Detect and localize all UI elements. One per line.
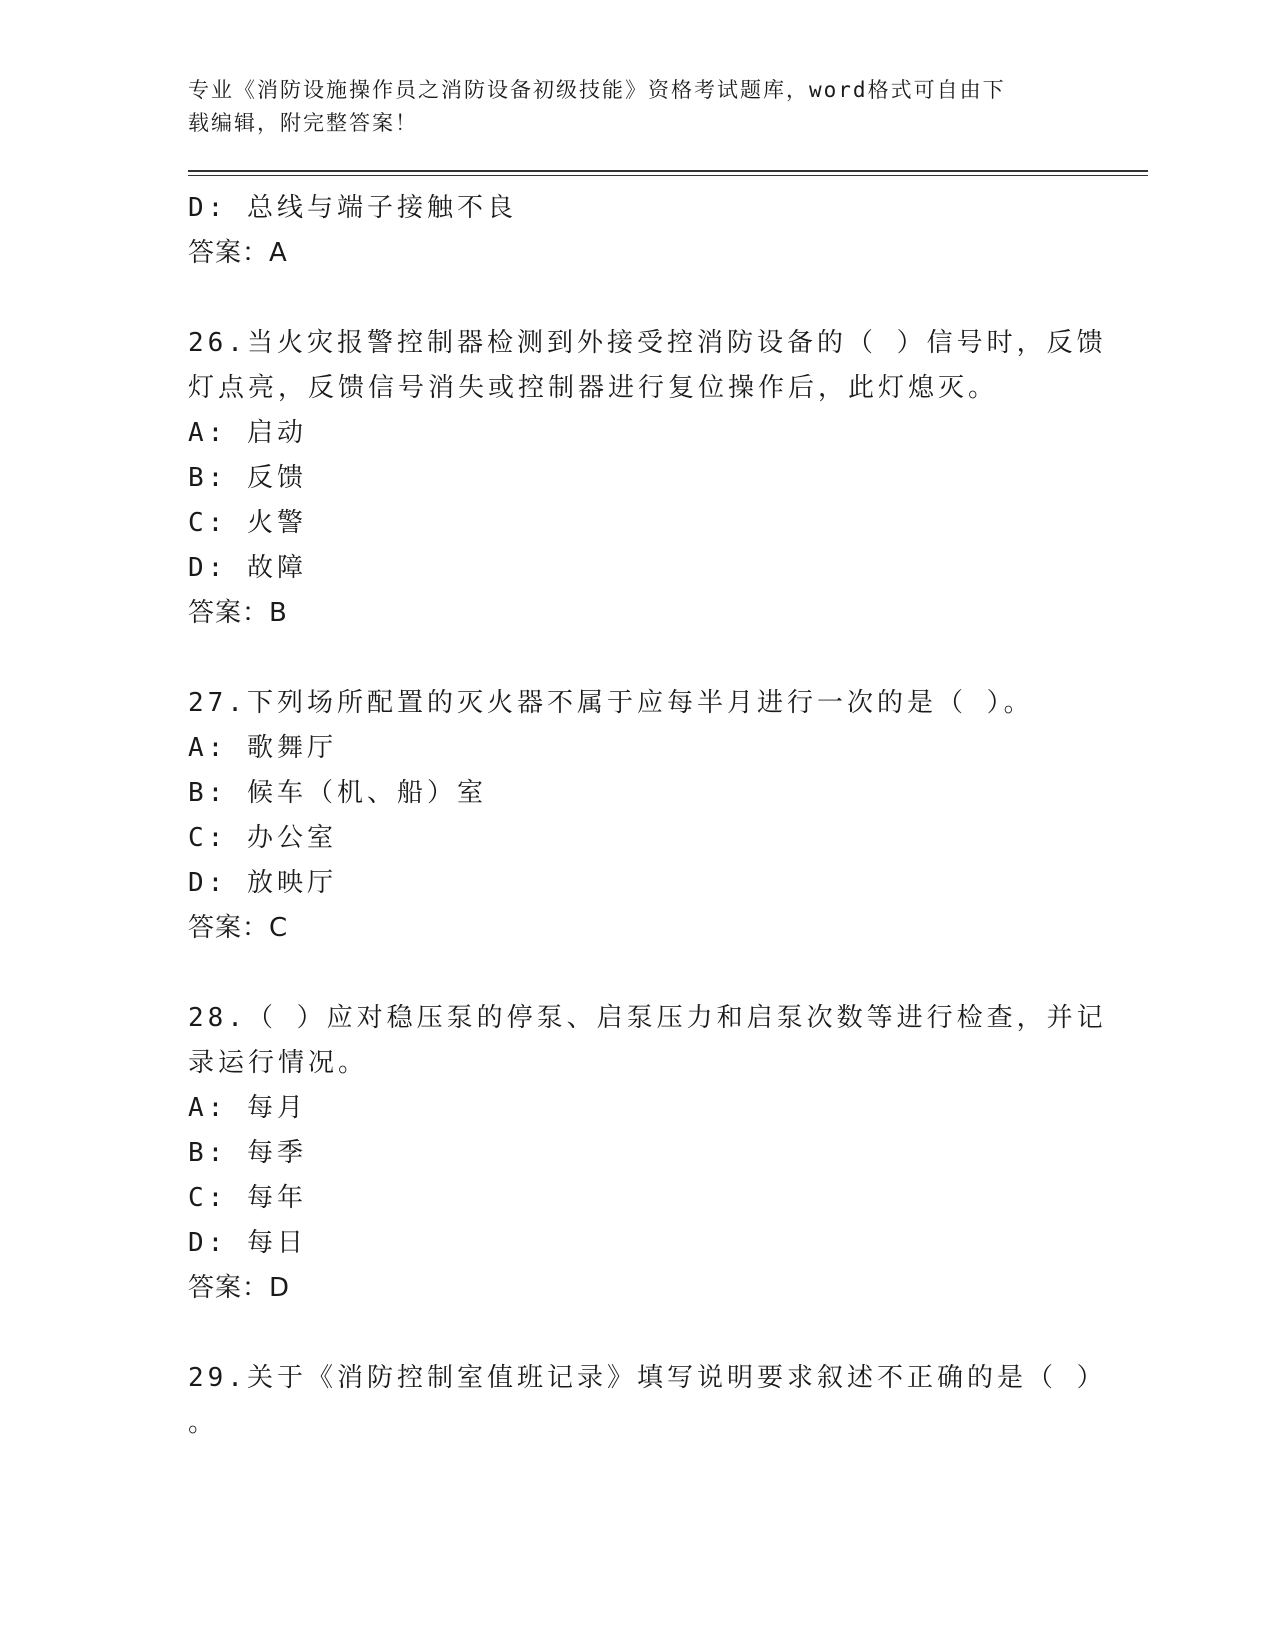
- question-stem: 26.当火灾报警控制器检测到外接受控消防设备的（ ）信号时，反馈 灯点亮，反馈信号消失或控制器进行复位操作后，此灯熄灭。: [188, 328, 1107, 403]
- answer-line: 答案：B: [188, 598, 288, 628]
- answer-line: 答案：D: [188, 1273, 291, 1303]
- answer-line: 答案：C: [188, 913, 289, 943]
- option-a: A: 歌舞厅: [188, 733, 337, 763]
- option-a: A: 启动: [188, 418, 307, 448]
- question-stem: 28.（ ）应对稳压泵的停泵、启泵压力和启泵次数等进行检查，并记 录运行情况。: [188, 1003, 1107, 1078]
- question-29: [188, 1356, 1148, 1446]
- question-stem: 27.下列场所配置的灭火器不属于应每半月进行一次的是（ ）。: [188, 688, 1034, 718]
- option-d: D: 故障: [188, 553, 307, 583]
- option-d: D: 总线与端子接触不良: [188, 193, 517, 223]
- option-b: B: 每季: [188, 1138, 307, 1168]
- question-28: [188, 996, 1148, 1311]
- question-25-tail: [188, 186, 1148, 276]
- option-c: C: 每年: [188, 1183, 307, 1213]
- header-line-2: 载编辑，附完整答案！: [188, 111, 418, 135]
- option-c: C: 办公室: [188, 823, 337, 853]
- document-page: [188, 70, 1148, 1446]
- option-b: B: 反馈: [188, 463, 307, 493]
- header-line-1: 专业《消防设施操作员之消防设备初级技能》资格考试题库，word格式可自由下: [188, 78, 1006, 102]
- option-d: D: 放映厅: [188, 868, 337, 898]
- answer-line: 答案：A: [188, 238, 288, 268]
- option-c: C: 火警: [188, 508, 307, 538]
- question-26: [188, 321, 1148, 636]
- question-stem: 29.关于《消防控制室值班记录》填写说明要求叙述不正确的是（ ） 。: [188, 1363, 1107, 1438]
- option-a: A: 每月: [188, 1093, 307, 1123]
- option-d: D: 每日: [188, 1228, 307, 1258]
- header-divider: [188, 170, 1148, 176]
- document-header: [188, 74, 1078, 140]
- question-27: [188, 681, 1148, 951]
- option-b: B: 候车（机、船）室: [188, 778, 487, 808]
